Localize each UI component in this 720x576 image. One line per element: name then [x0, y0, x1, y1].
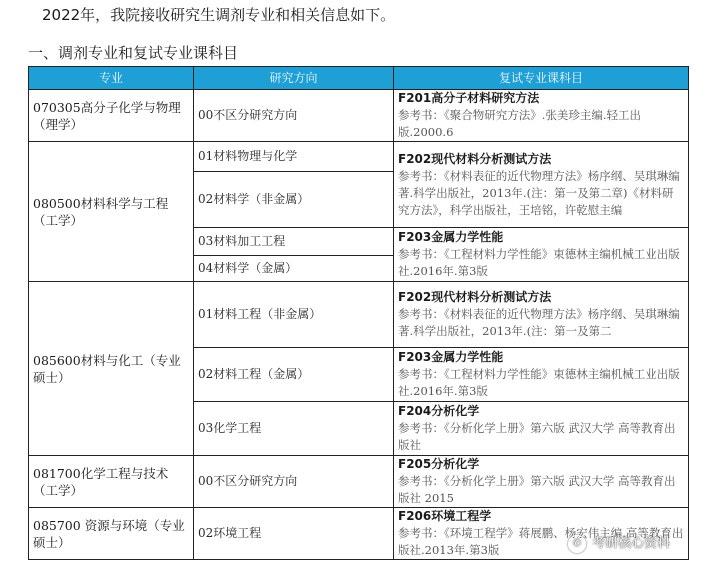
exam-title: F202现代材料分析测试方法 — [398, 151, 552, 166]
exam-cell — [394, 142, 689, 228]
direction-cell: 03材料加工工程 — [194, 228, 394, 256]
major-cell: 081700化学工程与技术（工学） — [29, 456, 194, 508]
wechat-icon: ✆ — [568, 535, 586, 553]
direction-cell: 01材料物理与化学 — [194, 142, 394, 172]
table-row — [29, 142, 689, 172]
exam-title: F204分析化学 — [398, 404, 480, 418]
watermark — [568, 532, 670, 553]
direction-cell: 03化学工程 — [194, 402, 394, 456]
major-cell: 080500材料科学与工程（工学） — [29, 142, 194, 282]
exam-reference: 参考书：《材料表征的近代物理方法》杨序纲、吴琪琳编著.科学出版社，2013年.(注：第一及第二 — [398, 307, 680, 338]
exam-title: F203金属力学性能 — [398, 230, 504, 244]
table-row — [29, 90, 689, 142]
exam-title: F201高分子材料研究方法 — [398, 91, 540, 105]
section-title: 一、调剂专业和复试专业课科目 — [28, 44, 239, 62]
table-row — [29, 456, 689, 508]
table-row — [29, 282, 689, 348]
direction-cell: 04材料学（金属） — [194, 256, 394, 282]
header-major: 专业 — [29, 67, 194, 90]
major-cell: 085600材料与化工（专业硕士） — [29, 282, 194, 456]
exam-cell — [394, 402, 689, 456]
exam-title: F206环境工程学 — [398, 509, 492, 523]
exam-cell — [394, 228, 689, 282]
exam-cell — [394, 456, 689, 508]
header-direction: 研究方向 — [194, 67, 394, 90]
exam-cell — [394, 282, 689, 348]
major-cell: 085700 资源与环境（专业硕士） — [29, 508, 194, 560]
exam-reference: 参考书：《工程材料力学性能》束德林主编机械工业出版社.2016年.第3版 — [398, 247, 680, 278]
exam-reference: 参考书：《聚合物研究方法》.张美珍主编.轻工出版.2000.6 — [398, 108, 642, 139]
exam-title: F203金属力学性能 — [398, 350, 504, 364]
direction-cell: 02材料学（非金属） — [194, 172, 394, 228]
exam-cell — [394, 348, 689, 402]
exam-reference: 参考书：《环境工程学》蒋展鹏、杨宏伟主编.高等教育出版社.2013年.第3版 — [398, 526, 684, 557]
exam-reference: 参考书：《分析化学上册》第六版 武汉大学 高等教育出版社 — [398, 421, 676, 452]
exam-reference: 参考书：《材料表征的近代物理方法》杨序纲、吴琪琳编著.科学出版社，2013年.(注：第一及第二章)《材料研究方法》，科学出版社，王培铭，许乾慰主编 — [398, 168, 680, 217]
exam-title: F202现代材料分析测试方法 — [398, 290, 552, 304]
adjustment-table — [28, 66, 689, 560]
exam-reference: 参考书：《工程材料力学性能》束德林主编机械工业出版社.2016年.第3版 — [398, 367, 680, 398]
direction-cell: 00不区分研究方向 — [194, 90, 394, 142]
exam-title: F205分析化学 — [398, 457, 480, 471]
direction-cell: 02材料工程（金属） — [194, 348, 394, 402]
major-cell: 070305高分子化学与物理（理学） — [29, 90, 194, 142]
watermark-text: 考研核心资料 — [592, 536, 671, 551]
direction-cell: 00不区分研究方向 — [194, 456, 394, 508]
direction-cell: 01材料工程（非金属） — [194, 282, 394, 348]
exam-reference: 参考书：《分析化学上册》第六版 武汉大学 高等教育出版社 2015 — [398, 474, 676, 505]
exam-cell — [394, 90, 689, 142]
intro-text: 2022年，我院接收研究生调剂专业和相关信息如下。 — [42, 6, 396, 24]
header-exam: 复试专业课科目 — [394, 67, 689, 90]
table-header-row — [29, 67, 689, 90]
direction-cell: 02环境工程 — [194, 508, 394, 560]
